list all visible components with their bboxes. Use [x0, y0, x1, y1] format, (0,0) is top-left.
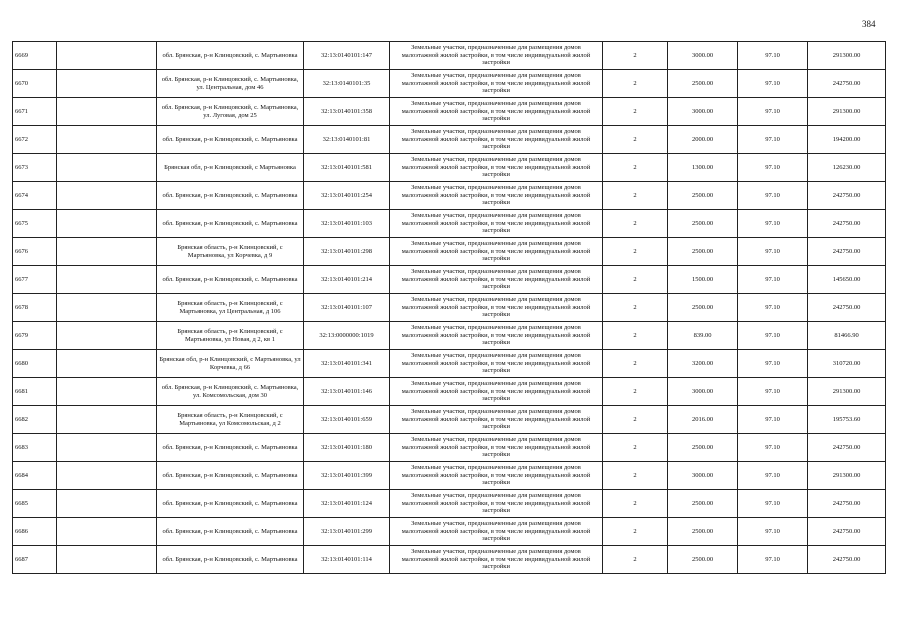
- address-cell: обл. Брянская, р-н Клинцовский, с. Мартьяновка: [157, 126, 304, 154]
- table-row: [13, 70, 886, 98]
- land-use-cell: Земельные участки, предназначенные для размещения домов малоэтажной жилой застройки, в том числе индивидуальной жилой застройки: [390, 462, 603, 490]
- row-number: 6680: [13, 350, 57, 378]
- rate-cell: 97.10: [738, 518, 808, 546]
- cadastral-number-cell: 32:13:0140101:146: [304, 378, 390, 406]
- rate-cell: 97.10: [738, 406, 808, 434]
- rate-cell: 97.10: [738, 350, 808, 378]
- group-cell: 2: [603, 294, 668, 322]
- area-cell: 839.00: [668, 322, 738, 350]
- cadastral-number-cell: 32:13:0140101:399: [304, 462, 390, 490]
- land-use-cell: Земельные участки, предназначенные для размещения домов малоэтажной жилой застройки, в том числе индивидуальной жилой застройки: [390, 378, 603, 406]
- address-cell: Брянская область, р-н Клинцовский, с Мартьяновка, ул Комсомольская, д 2: [157, 406, 304, 434]
- group-cell: 2: [603, 154, 668, 182]
- address-cell: обл. Брянская, р-н Клинцовский, с. Мартьяновка, ул. Центральная, дом 46: [157, 70, 304, 98]
- empty-cell: [57, 462, 157, 490]
- address-cell: обл. Брянская, р-н Клинцовский, с. Мартьяновка: [157, 462, 304, 490]
- cadastral-value-cell: 242750.00: [808, 182, 886, 210]
- land-use-cell: Земельные участки, предназначенные для размещения домов малоэтажной жилой застройки, в том числе индивидуальной жилой застройки: [390, 490, 603, 518]
- cadastral-value-cell: 242750.00: [808, 434, 886, 462]
- cadastral-value-cell: 242750.00: [808, 546, 886, 574]
- cadastral-number-cell: 32:13:0140101:107: [304, 294, 390, 322]
- land-use-cell: Земельные участки, предназначенные для размещения домов малоэтажной жилой застройки, в том числе индивидуальной жилой застройки: [390, 210, 603, 238]
- rate-cell: 97.10: [738, 154, 808, 182]
- table-row: [13, 294, 886, 322]
- land-use-cell: Земельные участки, предназначенные для размещения домов малоэтажной жилой застройки, в том числе индивидуальной жилой застройки: [390, 126, 603, 154]
- group-cell: 2: [603, 378, 668, 406]
- rate-cell: 97.10: [738, 98, 808, 126]
- area-cell: 2500.00: [668, 518, 738, 546]
- group-cell: 2: [603, 98, 668, 126]
- row-number: 6671: [13, 98, 57, 126]
- land-use-cell: Земельные участки, предназначенные для размещения домов малоэтажной жилой застройки, в том числе индивидуальной жилой застройки: [390, 42, 603, 70]
- cadastral-value-cell: 291300.00: [808, 98, 886, 126]
- cadastral-value-cell: 195753.60: [808, 406, 886, 434]
- rate-cell: 97.10: [738, 266, 808, 294]
- address-cell: Брянская область, р-н Клинцовский, с Мартьяновка, ул Корчевка, д 9: [157, 238, 304, 266]
- group-cell: 2: [603, 462, 668, 490]
- empty-cell: [57, 98, 157, 126]
- empty-cell: [57, 238, 157, 266]
- page-number: 384: [862, 19, 876, 29]
- cadastral-number-cell: 32:13:0140101:581: [304, 154, 390, 182]
- row-number: 6677: [13, 266, 57, 294]
- land-registry-table: [12, 41, 886, 574]
- empty-cell: [57, 518, 157, 546]
- table-row: [13, 490, 886, 518]
- cadastral-number-cell: 32:13:0140101:214: [304, 266, 390, 294]
- address-cell: обл. Брянская, р-н Клинцовский, с. Мартьяновка: [157, 434, 304, 462]
- land-use-cell: Земельные участки, предназначенные для размещения домов малоэтажной жилой застройки, в том числе индивидуальной жилой застройки: [390, 70, 603, 98]
- empty-cell: [57, 434, 157, 462]
- table-row: [13, 434, 886, 462]
- land-use-cell: Земельные участки, предназначенные для размещения домов малоэтажной жилой застройки, в том числе индивидуальной жилой застройки: [390, 518, 603, 546]
- table-row: [13, 126, 886, 154]
- area-cell: 2500.00: [668, 210, 738, 238]
- group-cell: 2: [603, 322, 668, 350]
- address-cell: обл. Брянская, р-н Клинцовский, с. Мартьяновка: [157, 210, 304, 238]
- empty-cell: [57, 546, 157, 574]
- area-cell: 2500.00: [668, 434, 738, 462]
- rate-cell: 97.10: [738, 462, 808, 490]
- empty-cell: [57, 42, 157, 70]
- cadastral-number-cell: 32:13:0140101:124: [304, 490, 390, 518]
- address-cell: Брянская обл, р-н Клинцовский, с Мартьяновка, ул Корчевка, д 66: [157, 350, 304, 378]
- rate-cell: 97.10: [738, 294, 808, 322]
- cadastral-value-cell: 242750.00: [808, 490, 886, 518]
- cadastral-number-cell: 32:13:0000000:1019: [304, 322, 390, 350]
- group-cell: 2: [603, 350, 668, 378]
- address-cell: обл. Брянская, р-н Клинцовский, с. Мартьяновка: [157, 546, 304, 574]
- table-body: [13, 42, 886, 574]
- empty-cell: [57, 406, 157, 434]
- address-cell: обл. Брянская, р-н Клинцовский, с. Мартьяновка: [157, 266, 304, 294]
- cadastral-value-cell: 242750.00: [808, 518, 886, 546]
- empty-cell: [57, 350, 157, 378]
- area-cell: 3000.00: [668, 378, 738, 406]
- cadastral-number-cell: 32:13:0140101:341: [304, 350, 390, 378]
- row-number: 6676: [13, 238, 57, 266]
- table-row: [13, 98, 886, 126]
- area-cell: 3000.00: [668, 98, 738, 126]
- area-cell: 3000.00: [668, 462, 738, 490]
- row-number: 6672: [13, 126, 57, 154]
- cadastral-value-cell: 126230.00: [808, 154, 886, 182]
- table-row: [13, 210, 886, 238]
- group-cell: 2: [603, 42, 668, 70]
- group-cell: 2: [603, 518, 668, 546]
- table-row: [13, 42, 886, 70]
- land-use-cell: Земельные участки, предназначенные для размещения домов малоэтажной жилой застройки, в том числе индивидуальной жилой застройки: [390, 98, 603, 126]
- area-cell: 2500.00: [668, 70, 738, 98]
- area-cell: 2500.00: [668, 238, 738, 266]
- area-cell: 1300.00: [668, 154, 738, 182]
- group-cell: 2: [603, 238, 668, 266]
- empty-cell: [57, 266, 157, 294]
- land-use-cell: Земельные участки, предназначенные для размещения домов малоэтажной жилой застройки, в том числе индивидуальной жилой застройки: [390, 434, 603, 462]
- table-row: [13, 238, 886, 266]
- area-cell: 2500.00: [668, 490, 738, 518]
- land-use-cell: Земельные участки, предназначенные для размещения домов малоэтажной жилой застройки, в том числе индивидуальной жилой застройки: [390, 546, 603, 574]
- area-cell: 3200.00: [668, 350, 738, 378]
- address-cell: Брянская область, р-н Клинцовский, с Мартьяновка, ул Новая, д 2, кв 1: [157, 322, 304, 350]
- address-cell: обл. Брянская, р-н Клинцовский, с. Мартьяновка: [157, 182, 304, 210]
- area-cell: 2500.00: [668, 182, 738, 210]
- cadastral-number-cell: 32:13:0140101:114: [304, 546, 390, 574]
- row-number: 6684: [13, 462, 57, 490]
- address-cell: обл. Брянская, р-н Клинцовский, с. Мартьяновка: [157, 490, 304, 518]
- address-cell: обл. Брянская, р-н Клинцовский, с. Мартьяновка: [157, 42, 304, 70]
- area-cell: 2500.00: [668, 546, 738, 574]
- row-number: 6683: [13, 434, 57, 462]
- area-cell: 2500.00: [668, 294, 738, 322]
- table-row: [13, 406, 886, 434]
- rate-cell: 97.10: [738, 238, 808, 266]
- empty-cell: [57, 126, 157, 154]
- empty-cell: [57, 322, 157, 350]
- land-use-cell: Земельные участки, предназначенные для размещения домов малоэтажной жилой застройки, в том числе индивидуальной жилой застройки: [390, 322, 603, 350]
- area-cell: 2000.00: [668, 126, 738, 154]
- land-use-cell: Земельные участки, предназначенные для размещения домов малоэтажной жилой застройки, в том числе индивидуальной жилой застройки: [390, 154, 603, 182]
- table-row: [13, 322, 886, 350]
- rate-cell: 97.10: [738, 182, 808, 210]
- row-number: 6682: [13, 406, 57, 434]
- land-use-cell: Земельные участки, предназначенные для размещения домов малоэтажной жилой застройки, в том числе индивидуальной жилой застройки: [390, 182, 603, 210]
- empty-cell: [57, 182, 157, 210]
- row-number: 6681: [13, 378, 57, 406]
- cadastral-value-cell: 194200.00: [808, 126, 886, 154]
- cadastral-value-cell: 145650.00: [808, 266, 886, 294]
- rate-cell: 97.10: [738, 42, 808, 70]
- table-row: [13, 462, 886, 490]
- cadastral-value-cell: 242750.00: [808, 210, 886, 238]
- group-cell: 2: [603, 266, 668, 294]
- table-row: [13, 518, 886, 546]
- cadastral-value-cell: 242750.00: [808, 238, 886, 266]
- table-row: [13, 154, 886, 182]
- address-cell: обл. Брянская, р-н Клинцовский, с. Мартьяновка: [157, 518, 304, 546]
- empty-cell: [57, 378, 157, 406]
- rate-cell: 97.10: [738, 210, 808, 238]
- group-cell: 2: [603, 546, 668, 574]
- cadastral-value-cell: 242750.00: [808, 70, 886, 98]
- land-use-cell: Земельные участки, предназначенные для размещения домов малоэтажной жилой застройки, в том числе индивидуальной жилой застройки: [390, 238, 603, 266]
- empty-cell: [57, 210, 157, 238]
- land-use-cell: Земельные участки, предназначенные для размещения домов малоэтажной жилой застройки, в том числе индивидуальной жилой застройки: [390, 266, 603, 294]
- cadastral-number-cell: 32:13:0140101:103: [304, 210, 390, 238]
- rate-cell: 97.10: [738, 546, 808, 574]
- cadastral-value-cell: 291300.00: [808, 42, 886, 70]
- row-number: 6675: [13, 210, 57, 238]
- table-row: [13, 350, 886, 378]
- area-cell: 3000.00: [668, 42, 738, 70]
- group-cell: 2: [603, 434, 668, 462]
- row-number: 6685: [13, 490, 57, 518]
- empty-cell: [57, 490, 157, 518]
- address-cell: обл. Брянская, р-н Клинцовский, с. Мартьяновка, ул. Комсомольская, дом 30: [157, 378, 304, 406]
- cadastral-number-cell: 32:13:0140101:358: [304, 98, 390, 126]
- row-number: 6679: [13, 322, 57, 350]
- table-row: [13, 378, 886, 406]
- cadastral-value-cell: 242750.00: [808, 294, 886, 322]
- row-number: 6674: [13, 182, 57, 210]
- cadastral-number-cell: 32:13:0140101:35: [304, 70, 390, 98]
- cadastral-value-cell: 291300.00: [808, 378, 886, 406]
- land-use-cell: Земельные участки, предназначенные для размещения домов малоэтажной жилой застройки, в том числе индивидуальной жилой застройки: [390, 294, 603, 322]
- empty-cell: [57, 154, 157, 182]
- cadastral-number-cell: 32:13:0140101:147: [304, 42, 390, 70]
- table-row: [13, 546, 886, 574]
- group-cell: 2: [603, 182, 668, 210]
- address-cell: Брянская область, р-н Клинцовский, с Мартьяновка, ул Центральная, д 106: [157, 294, 304, 322]
- row-number: 6673: [13, 154, 57, 182]
- table-row: [13, 182, 886, 210]
- rate-cell: 97.10: [738, 70, 808, 98]
- rate-cell: 97.10: [738, 490, 808, 518]
- area-cell: 1500.00: [668, 266, 738, 294]
- cadastral-number-cell: 32:13:0140101:659: [304, 406, 390, 434]
- address-cell: Брянская обл, р-н Клинцовский, с Мартьяновка: [157, 154, 304, 182]
- rate-cell: 97.10: [738, 126, 808, 154]
- cadastral-number-cell: 32:13:0140101:254: [304, 182, 390, 210]
- group-cell: 2: [603, 210, 668, 238]
- row-number: 6670: [13, 70, 57, 98]
- table-row: [13, 266, 886, 294]
- cadastral-value-cell: 81466.90: [808, 322, 886, 350]
- cadastral-value-cell: 291300.00: [808, 462, 886, 490]
- area-cell: 2016.00: [668, 406, 738, 434]
- rate-cell: 97.10: [738, 378, 808, 406]
- group-cell: 2: [603, 126, 668, 154]
- cadastral-number-cell: 32:13:0140101:180: [304, 434, 390, 462]
- address-cell: обл. Брянская, р-н Клинцовский, с. Мартьяновка, ул. Луговая, дом 25: [157, 98, 304, 126]
- cadastral-number-cell: 32:13:0140101:298: [304, 238, 390, 266]
- row-number: 6687: [13, 546, 57, 574]
- empty-cell: [57, 294, 157, 322]
- land-use-cell: Земельные участки, предназначенные для размещения домов малоэтажной жилой застройки, в том числе индивидуальной жилой застройки: [390, 350, 603, 378]
- row-number: 6686: [13, 518, 57, 546]
- rate-cell: 97.10: [738, 434, 808, 462]
- empty-cell: [57, 70, 157, 98]
- group-cell: 2: [603, 406, 668, 434]
- rate-cell: 97.10: [738, 322, 808, 350]
- cadastral-value-cell: 310720.00: [808, 350, 886, 378]
- cadastral-number-cell: 32:13:0140101:81: [304, 126, 390, 154]
- group-cell: 2: [603, 490, 668, 518]
- land-use-cell: Земельные участки, предназначенные для размещения домов малоэтажной жилой застройки, в том числе индивидуальной жилой застройки: [390, 406, 603, 434]
- row-number: 6678: [13, 294, 57, 322]
- cadastral-number-cell: 32:13:0140101:299: [304, 518, 390, 546]
- row-number: 6669: [13, 42, 57, 70]
- group-cell: 2: [603, 70, 668, 98]
